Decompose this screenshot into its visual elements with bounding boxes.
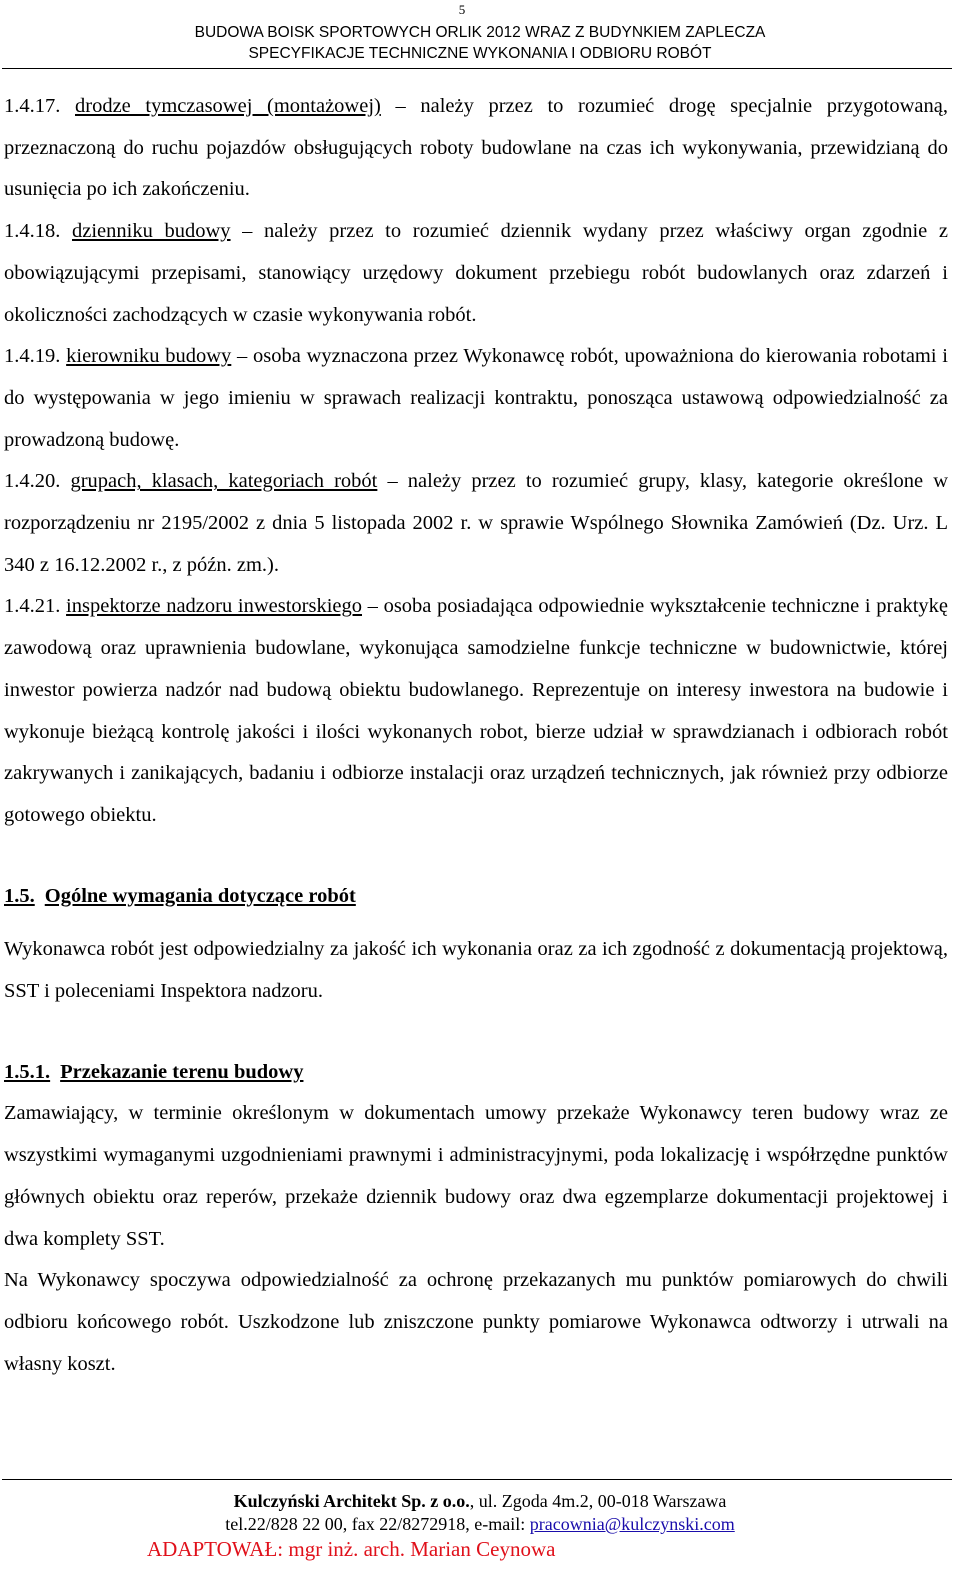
section-heading-1-5-1	[4, 1052, 948, 1094]
definition-text: – należy przez to rozumieć grupy, klasy, kategorie określone w rozporządzeniu nr 2195/2002 z dnia 5 listopada 2002 r. w sprawie Wspólnego Słownika Zamówień (Dz. Urz. L 340 z 16.12.2002 r., z późn. zm.).	[4, 470, 948, 576]
header-spec-title: SPECYFIKACJE TECHNICZNE WYKONANIA I ODBIORU ROBÓT	[248, 45, 712, 62]
definition-number: 1.4.18.	[4, 220, 61, 243]
footer-divider	[2, 1479, 952, 1480]
document-header	[0, 22, 960, 64]
footer-adapted-by: ADAPTOWAŁ: mgr inż. arch. Marian Ceynowa	[147, 1537, 556, 1561]
definition-1-4-18	[4, 211, 948, 336]
section-number: 1.5.	[4, 884, 35, 907]
definition-term: drodze tymczasowej (montażowej)	[75, 95, 381, 117]
definition-number: 1.4.20.	[4, 470, 61, 493]
definition-number: 1.4.19.	[4, 345, 61, 368]
footer-contact-line	[0, 1513, 960, 1536]
header-divider	[2, 68, 952, 69]
page-number: 5	[458, 2, 466, 17]
footer-email-link[interactable]: pracownia@kulczynski.com	[529, 1514, 735, 1534]
section-title: Ogólne wymagania dotyczące robót	[44, 884, 356, 907]
footer-company-line	[0, 1490, 960, 1513]
definition-term: grupach, klasach, kategoriach robót	[70, 470, 378, 493]
document-body	[4, 86, 948, 1385]
definition-text: – osoba posiadająca odpowiednie wykształcenie techniczne i praktykę zawodową oraz uprawnienia budowlane, wykonująca samodzielne funkcje techniczne w budownictwie, której inwestor powierza nadzór nad budową obiektu budowlanego. Reprezentuje on interesy inwestora na budowie i wykonuje bieżącą kontrolę jakości i ilości wykonanych robot, bierze udział w sprawdzianach i odbiorach robót zakrywanych i zanikających, badaniu i odbiorze instalacji oraz urządzeń technicznych, jak również przy odbiorze gotowego obiektu.	[4, 595, 949, 826]
section-number: 1.5.1.	[4, 1060, 51, 1083]
section-1-5-1-paragraph-2: Na Wykonawcy spoczywa odpowiedzialność za ochronę przekazanych mu punktów pomiarowych do chwili odbioru końcowego robót. Uszkodzone lub zniszczone punkty pomiarowe Wykonawca odtworzy i utrwali na własny koszt.	[4, 1269, 948, 1375]
footer-company-name: Kulczyński Architekt Sp. z o.o.	[233, 1491, 470, 1511]
section-1-5-paragraph: Wykonawca robót jest odpowiedzialny za jakość ich wykonania oraz za ich zgodność z dokumentacją projektową, SST i poleceniami Inspektora nadzoru.	[4, 938, 948, 1003]
footer-address: , ul. Zgoda 4m.2, 00-018 Warszawa	[469, 1491, 727, 1511]
header-project-title: BUDOWA BOISK SPORTOWYCH ORLIK 2012 WRAZ Z BUDYNKIEM ZAPLECZA	[194, 24, 766, 41]
section-heading-1-5	[4, 876, 948, 918]
definition-term: dzienniku budowy	[72, 220, 231, 243]
definition-1-4-19	[4, 336, 948, 461]
definition-1-4-20	[4, 461, 948, 586]
section-1-5-1-paragraph-1: Zamawiający, w terminie określonym w dokumentach umowy przekaże Wykonawcy teren budowy wraz ze wszystkimi wymaganymi uzgodnieniami prawnymi i administracyjnymi, poda lokalizację i współrzędne punktów głównych obiektu oraz reperów, przekaże dziennik budowy oraz dwa egzemplarze dokumentacji projektowej i dwa komplety SST.	[4, 1102, 948, 1250]
section-title: Przekazanie terenu budowy	[60, 1060, 304, 1083]
definition-number: 1.4.17.	[4, 95, 61, 117]
definition-1-4-17	[4, 86, 948, 211]
document-footer	[0, 1490, 960, 1562]
definition-text: – należy przez to rozumieć dziennik wydany przez właściwy organ zgodnie z obowiązującymi przepisami, stanowiący urzędowy dokument przebiegu robót budowlanych oraz zdarzeń i okoliczności zachodzących w czasie wykonywania robót.	[4, 220, 949, 326]
definition-1-4-21	[4, 586, 948, 836]
footer-contact: tel.22/828 22 00, fax 22/8272918, e-mail:	[225, 1514, 530, 1534]
definition-term: inspektorze nadzoru inwestorskiego	[66, 595, 362, 618]
definition-text: – osoba wyznaczona przez Wykonawcę robót, upoważniona do kierowania robotami i do występowania w jego imieniu w sprawach realizacji kontraktu, ponosząca ustawową odpowiedzialność za prowadzoną budowę.	[4, 345, 948, 451]
definition-term: kierowniku budowy	[66, 345, 232, 368]
definition-text: – należy przez to rozumieć drogę specjalnie przygotowaną, przeznaczoną do ruchu pojazdów obsługujących roboty budowlane na czas ich wykonywania, przewidzianą do usunięcia po ich zakończeniu.	[4, 95, 949, 201]
definition-number: 1.4.21.	[4, 595, 61, 618]
